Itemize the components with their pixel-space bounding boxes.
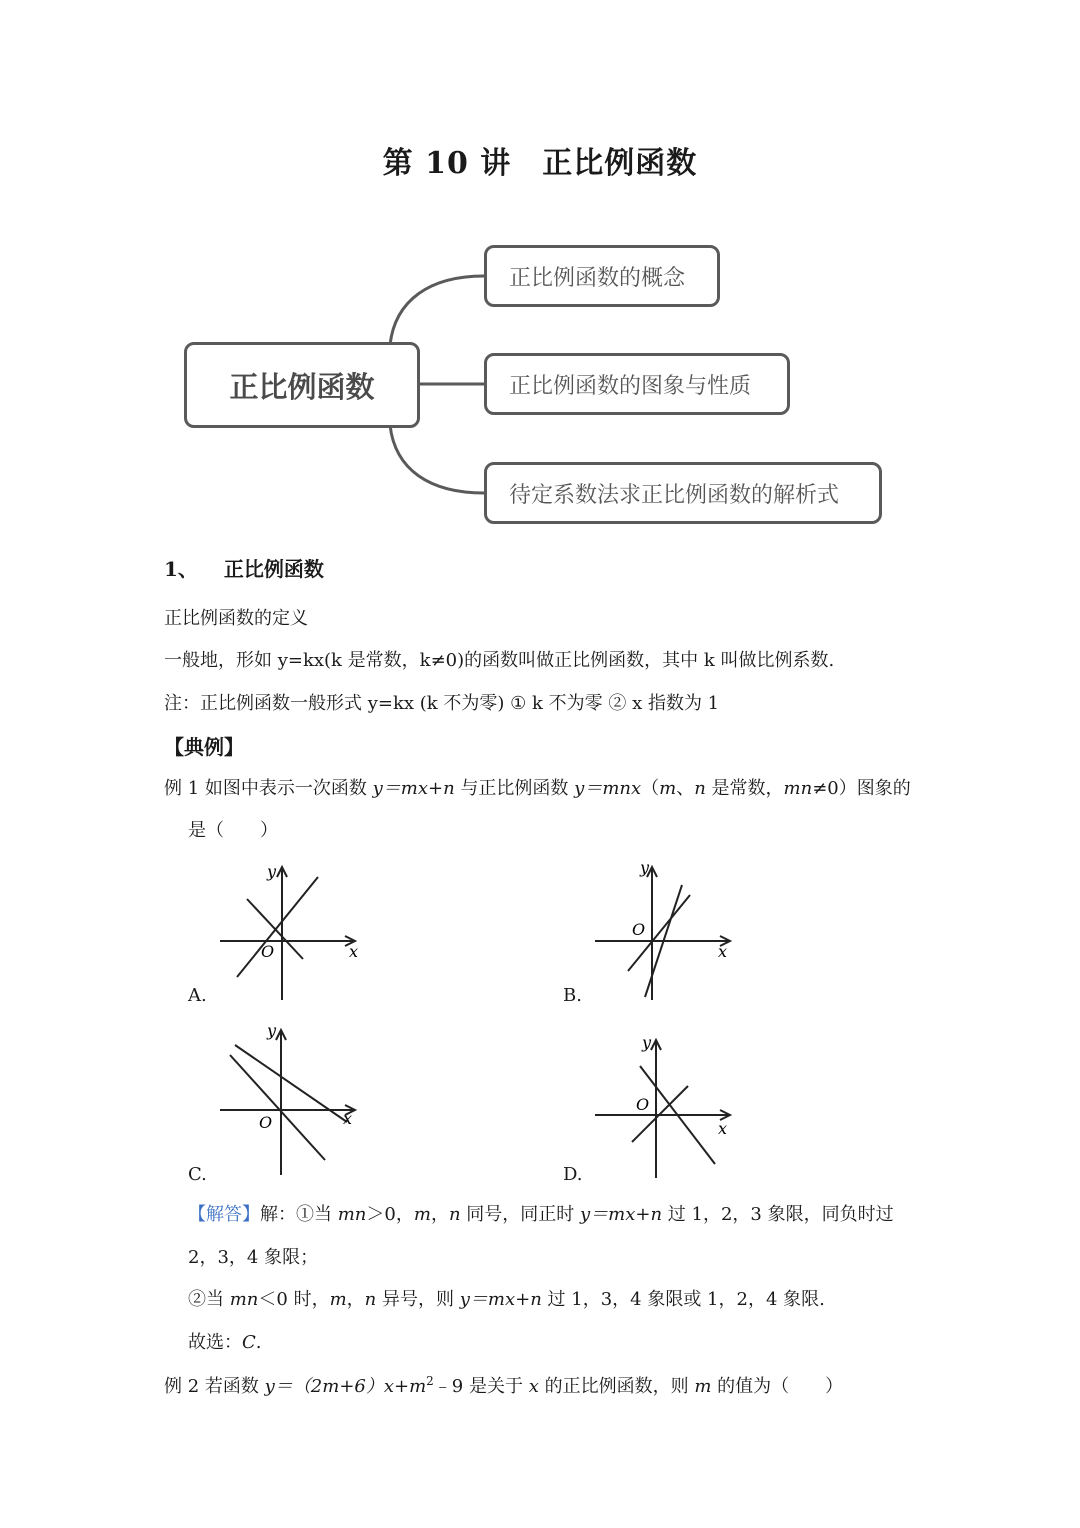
example1-mid-text: 与正比例函数 — [454, 778, 575, 799]
answer-line-3 — [188, 1285, 825, 1311]
option-c[interactable]: C. — [188, 1164, 207, 1185]
graph-c-y-label: y — [267, 1021, 277, 1040]
answer-l1-b: ＞0， — [366, 1204, 414, 1225]
example2-x: x — [528, 1376, 539, 1397]
mindmap-branch-concept: 正比例函数的概念 — [484, 245, 720, 307]
answer-l1-e: 过 1，2，3 象限，同负时过 — [662, 1204, 894, 1225]
answer-l1-mn: mn — [337, 1204, 367, 1225]
section-title: 正比例函数 — [223, 557, 324, 581]
example2-d: 的正比例函数，则 — [538, 1376, 695, 1397]
graph-a-origin-label: O — [261, 942, 275, 961]
definition-subheading: 正比例函数的定义 — [164, 608, 308, 629]
example2-formula: y＝（2m+6）x+m — [264, 1376, 427, 1397]
option-a[interactable]: A. — [188, 985, 207, 1006]
answer-l4-a: 故选： — [188, 1332, 242, 1353]
example2-sup: 2 — [426, 1374, 434, 1388]
answer-choice: C — [242, 1332, 256, 1353]
answer-l3-d: 异号，则 — [376, 1289, 460, 1310]
example2-e: 的值为（ ） — [711, 1376, 844, 1397]
section-number: 1、 — [164, 557, 198, 581]
example2-m: m — [694, 1376, 712, 1397]
option-b[interactable]: B. — [563, 985, 582, 1006]
section-heading — [164, 553, 324, 582]
graph-b-origin-label: O — [632, 920, 646, 939]
example1-neq-text: ≠0）图象的 — [812, 778, 911, 799]
note-text: 注：正比例函数一般形式 y=kx (k 不为零) ① k 不为零 ② x 指数为 1 — [164, 693, 720, 714]
answer-line-4 — [188, 1328, 262, 1354]
answer-l3-m: m — [329, 1289, 347, 1310]
answer-l3-c: ， — [346, 1289, 365, 1310]
example1-sep: 、 — [676, 778, 695, 799]
graph-d-x-label: x — [718, 1119, 728, 1138]
mindmap-branch-undetermined-coefficients: 待定系数法求正比例函数的解析式 — [484, 462, 882, 524]
answer-l3-a: ②当 — [188, 1289, 230, 1310]
answer-l4-b: . — [255, 1332, 262, 1353]
answer-l3-mn: mn — [229, 1289, 259, 1310]
graph-a-y-label: y — [267, 862, 277, 881]
graph-b-x-label: x — [718, 942, 728, 961]
graph-b-y-label: y — [640, 858, 650, 877]
answer-l1-c: ， — [430, 1204, 449, 1225]
graph-b — [590, 855, 740, 1005]
answer-l3-b: ＜0 时， — [258, 1289, 330, 1310]
page-title: 第 10 讲 正比例函数 — [382, 146, 698, 181]
answer-l1-n: n — [448, 1204, 461, 1225]
example1-label: 例 1 如图中表示一次函数 — [164, 778, 373, 799]
answer-l1-m: m — [413, 1204, 431, 1225]
graph-c-origin-label: O — [259, 1113, 273, 1132]
answer-line-2: 2，3，4 象限； — [188, 1247, 319, 1268]
example1-question — [164, 774, 911, 800]
example1-n: n — [694, 778, 706, 799]
example2-question — [164, 1372, 843, 1398]
answer-l1-formula: y＝mx+n — [579, 1204, 663, 1225]
graph-c — [215, 1020, 365, 1180]
example1-proportional-formula: y＝mnx — [574, 778, 642, 799]
graph-a-x-label: x — [349, 942, 359, 961]
graph-d — [590, 1030, 740, 1180]
example1-m: m — [659, 778, 677, 799]
example1-const-text: 是常数， — [705, 778, 784, 799]
option-d[interactable]: D. — [563, 1164, 583, 1185]
graph-c-x-label: x — [343, 1109, 353, 1128]
answer-tag: 【解答】 — [188, 1204, 260, 1225]
mindmap-root: 正比例函数 — [184, 342, 420, 428]
answer-l1-d: 同号，同正时 — [460, 1204, 580, 1225]
answer-l3-formula: y＝mx+n — [459, 1289, 542, 1310]
example2-c: ﹣9 是关于 — [433, 1376, 529, 1397]
mindmap-branch-graph-properties: 正比例函数的图象与性质 — [484, 353, 790, 415]
answer-line-1 — [188, 1200, 894, 1226]
example2-a: 例 2 若函数 — [164, 1376, 265, 1397]
answer-l3-e: 过 1，3，4 象限或 1，2，4 象限. — [541, 1289, 825, 1310]
answer-l1-a: 解：①当 — [260, 1204, 338, 1225]
graph-d-origin-label: O — [636, 1095, 650, 1114]
example1-paren: （ — [641, 778, 660, 799]
example1-mn: mn — [783, 778, 813, 799]
graph-d-y-label: y — [642, 1033, 652, 1052]
example-heading: 【典例】 — [164, 735, 244, 759]
graph-a — [215, 855, 365, 1005]
definition-text: 一般地，形如 y=kx(k 是常数，k≠0)的函数叫做正比例函数，其中 k 叫做比例系数. — [164, 650, 835, 671]
answer-l3-n: n — [364, 1289, 377, 1310]
example1-question-line2: 是（ ） — [188, 820, 278, 841]
example1-linear-formula: y＝mx+n — [372, 778, 455, 799]
